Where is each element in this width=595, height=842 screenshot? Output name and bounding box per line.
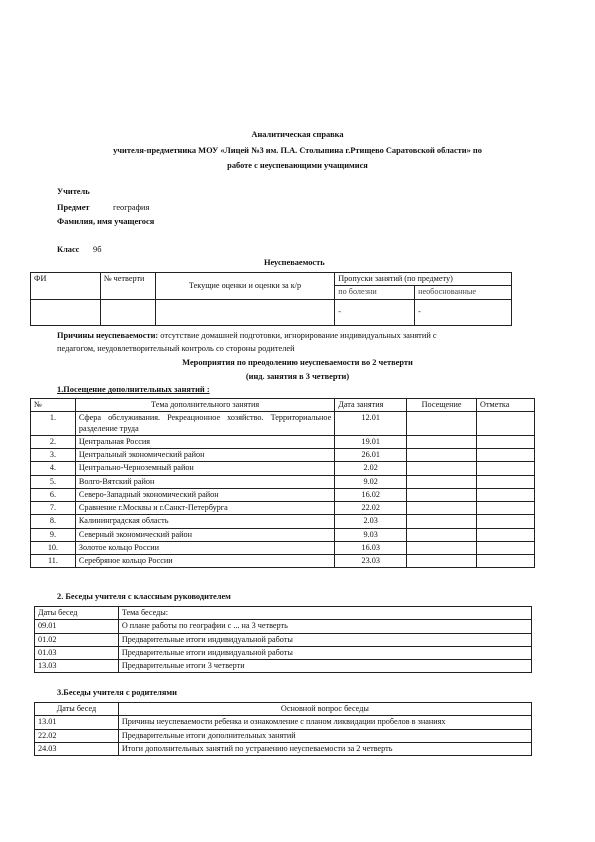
cell-topic: Сравнение г.Москвы и г.Санкт-Петербурга: [75, 502, 334, 515]
table-row: [31, 299, 512, 325]
cell-mark: [477, 502, 535, 515]
table-row: [31, 435, 535, 448]
header-talk-question: Основной вопрос беседы: [118, 703, 531, 716]
table-row: [31, 488, 535, 501]
cell-topic: Северный экономический район: [75, 528, 334, 541]
header-grades: Текущие оценки и оценки за к/р: [155, 273, 335, 300]
cell-topic: Предварительные итоги индивидуальной работы: [118, 646, 531, 659]
cell-sick: -: [335, 299, 415, 325]
student-label: Фамилия, имя учащегося: [57, 217, 155, 226]
cell-date: 09.01: [35, 620, 119, 633]
table-row: [31, 412, 535, 436]
cell-date: 26.01: [335, 449, 407, 462]
cell-attendance: [407, 502, 477, 515]
cell-mark: [477, 555, 535, 568]
header-quarter: № четверти: [100, 273, 155, 300]
cell-topic: Предварительные итоги дополнительных занятий: [118, 729, 531, 742]
cell-date: 16.02: [335, 488, 407, 501]
table-row: [31, 541, 535, 554]
cell-grades: [155, 299, 335, 325]
table-row: [31, 462, 535, 475]
cell-mark: [477, 435, 535, 448]
cell-date: 22.02: [35, 729, 119, 742]
class-teacher-talks-table: [34, 606, 532, 673]
header-date: Дата занятия: [335, 399, 407, 412]
table-row: [31, 528, 535, 541]
cell-topic: Центральная Россия: [75, 435, 334, 448]
cell-number: 9.: [31, 528, 76, 541]
header-mark: Отметка: [477, 399, 535, 412]
cell-attendance: [407, 462, 477, 475]
cell-attendance: [407, 555, 477, 568]
class-teacher-talks-heading: 2. Беседы учителя с классным руководителем: [57, 592, 231, 601]
cell-topic: Серебряное кольцо России: [75, 555, 334, 568]
measures-title: Мероприятия по преодолению неуспеваемости во 2 четверти: [182, 358, 413, 367]
cell-date: 12.01: [335, 412, 407, 436]
cell-date: 22.02: [335, 502, 407, 515]
header-number: №: [31, 399, 76, 412]
cell-number: 7.: [31, 502, 76, 515]
reasons-text: отсутствие домашней подготовки, игнорирование индивидуальных занятий с: [160, 331, 437, 340]
cell-date: 16.03: [335, 541, 407, 554]
cell-attendance: [407, 412, 477, 436]
cell-attendance: [407, 528, 477, 541]
subject-value: география: [113, 203, 150, 212]
measures-subtitle: (инд. занятия в 3 четверти): [245, 372, 350, 381]
cell-topic: Итоги дополнительных занятий по устранению неуспеваемости за 2 четверть: [118, 742, 531, 755]
cell-number: 2.: [31, 435, 76, 448]
cell-number: 10.: [31, 541, 76, 554]
cell-topic: Центральный экономический район: [75, 449, 334, 462]
cell-number: 5.: [31, 475, 76, 488]
cell-attendance: [407, 515, 477, 528]
parent-talks-heading: 3.Беседы учителя с родителями: [57, 688, 177, 697]
cell-number: 11.: [31, 555, 76, 568]
cell-mark: [477, 515, 535, 528]
cell-mark: [477, 475, 535, 488]
reasons-label: Причины неуспеваемости:: [57, 331, 159, 340]
cell-topic: Центрально-Черноземный район: [75, 462, 334, 475]
teacher-label: Учитель: [57, 187, 90, 196]
parent-talks-table: [34, 702, 532, 756]
cell-attendance: [407, 541, 477, 554]
cell-date: 2.02: [335, 462, 407, 475]
cell-topic: Причины неуспеваемости ребенка и ознакомление с планом ликвидации пробелов в знаниях: [118, 716, 531, 729]
document-title: Аналитическая справка: [251, 130, 344, 139]
reasons-text-continued: педагогом, неудовлетворительный контроль со стороны родителей: [57, 344, 295, 353]
cell-mark: [477, 528, 535, 541]
header-sick: по болезни: [335, 286, 415, 299]
cell-mark: [477, 449, 535, 462]
cell-mark: [477, 488, 535, 501]
cell-unexcused: -: [415, 299, 512, 325]
failing-table: [30, 272, 512, 326]
extra-lessons-heading: 1.Посещение дополнительных занятий :: [57, 385, 210, 394]
table-row: [35, 742, 532, 755]
cell-attendance: [407, 488, 477, 501]
table-row: [31, 475, 535, 488]
cell-topic: Волго-Вятский район: [75, 475, 334, 488]
cell-topic: Северо-Западный экономический район: [75, 488, 334, 501]
cell-topic: Золотое кольцо России: [75, 541, 334, 554]
reasons-paragraph: [57, 331, 557, 340]
cell-number: 8.: [31, 515, 76, 528]
table-row: [35, 729, 532, 742]
document-subtitle-line: учителя-предметника МОУ «Лицей №3 им. П.А. Столыпина г.Ртищево Саратовской области» по: [113, 146, 482, 155]
cell-date: 01.02: [35, 633, 119, 646]
cell-mark: [477, 462, 535, 475]
cell-date: 13.03: [35, 660, 119, 673]
cell-topic: Предварительные итоги 3 четверти: [118, 660, 531, 673]
table-row: [35, 620, 532, 633]
cell-date: 23.03: [335, 555, 407, 568]
cell-date: 24.03: [35, 742, 119, 755]
header-fi: ФИ: [31, 273, 101, 300]
cell-number: 6.: [31, 488, 76, 501]
cell-number: 1.: [31, 412, 76, 436]
class-value: 9б: [93, 245, 102, 254]
subject-label: Предмет: [57, 203, 90, 212]
table-row: [31, 515, 535, 528]
header-talk-date: Даты бесед: [35, 607, 119, 620]
failing-table-caption: Неуспеваемость: [264, 258, 325, 267]
table-row: [31, 449, 535, 462]
header-absences: Пропуски занятий (по предмету): [335, 273, 512, 286]
table-row: [35, 716, 532, 729]
header-topic: Тема дополнительного занятия: [75, 399, 334, 412]
cell-topic: Предварительные итоги индивидуальной работы: [118, 633, 531, 646]
cell-topic: О плане работы по географии с ... на 3 четверть: [118, 620, 531, 633]
header-unexcused: необоснованные: [415, 286, 512, 299]
table-row: [35, 646, 532, 659]
header-talk-topic: Тема беседы:: [118, 607, 531, 620]
table-row: [35, 660, 532, 673]
cell-attendance: [407, 475, 477, 488]
cell-fi: [31, 299, 101, 325]
cell-date: 01.03: [35, 646, 119, 659]
header-talk-date: Даты бесед: [35, 703, 119, 716]
cell-number: 3.: [31, 449, 76, 462]
cell-number: 4.: [31, 462, 76, 475]
cell-mark: [477, 412, 535, 436]
cell-topic: Калининградская область: [75, 515, 334, 528]
table-row: [31, 555, 535, 568]
cell-date: 9.02: [335, 475, 407, 488]
cell-date: 9.03: [335, 528, 407, 541]
class-label: Класс: [57, 245, 80, 254]
cell-attendance: [407, 449, 477, 462]
header-attendance: Посещение: [407, 399, 477, 412]
cell-quarter: [100, 299, 155, 325]
document-subtitle-line: работе с неуспевающими учащимися: [227, 161, 368, 170]
cell-date: 13.01: [35, 716, 119, 729]
cell-attendance: [407, 435, 477, 448]
cell-mark: [477, 541, 535, 554]
table-row: [35, 633, 532, 646]
table-row: [31, 502, 535, 515]
extra-lessons-table: [30, 398, 535, 568]
cell-date: 19.01: [335, 435, 407, 448]
cell-date: 2.03: [335, 515, 407, 528]
cell-topic: Сфера обслуживания. Рекреационное хозяйство. Территориальное разделение труда: [75, 412, 334, 436]
